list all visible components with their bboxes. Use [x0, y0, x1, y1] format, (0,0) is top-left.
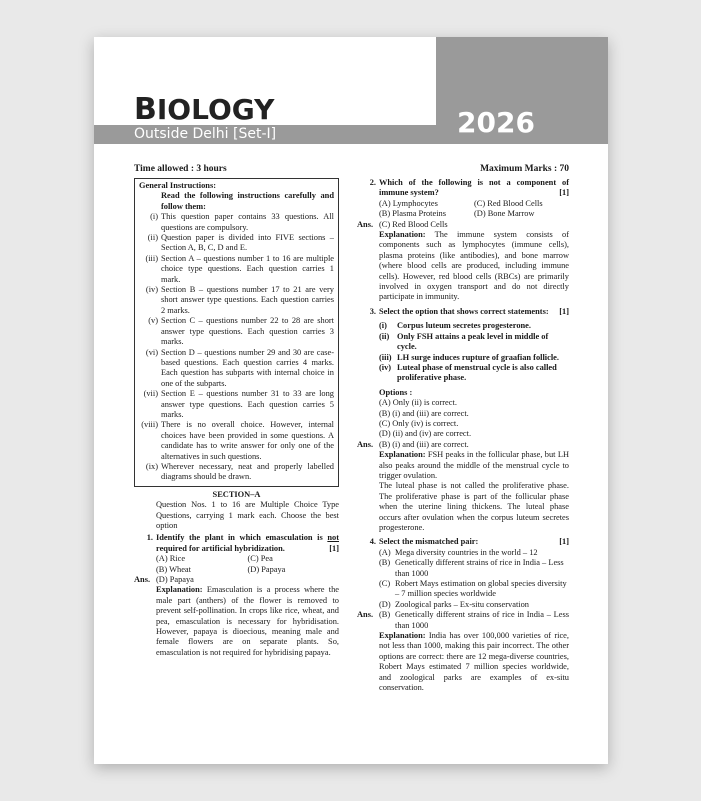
q3-explanation-2: The luteal phase is not called the proliferative phase. The proliferative phase is part of the follicular phase when the uterine lining thickens. The luteal phase occurs after ovulation when the corpus luteum secretes progesterone. [379, 481, 569, 532]
q3-answer: Ans. (B) (i) and (iii) are correct. [357, 439, 469, 449]
question-3: 3. Select the option that shows correct statements: [1] [369, 306, 569, 316]
instruction-item: (vi) Section D – questions number 29 and 30 are case-based questions. Each question carries 4 marks. Each question has subparts with internal choice in one of the subparts. [145, 347, 334, 388]
instructions-lead: Read the following instructions carefully and follow them: [161, 191, 334, 211]
q2-answer: Ans. (C) Red Blood Cells [357, 219, 448, 229]
book-page [94, 37, 608, 764]
time-allowed: Time allowed : 3 hours [134, 164, 227, 174]
q1-answer: Ans. (D) Papaya [134, 575, 194, 585]
q2-explanation: Explanation: The immune system consists of components such as lymphocytes (immune cells), plasma proteins (like antibodies), and bone marrow (where blood cells are produced, including immune cells). However, red blood cells (RBCs) are primarily involved in oxygen transport and do not directly participate in immunity. [379, 230, 569, 302]
instruction-item: (v) Section C – questions number 22 to 28 are short answer type questions. Each question carries 3 marks. [148, 316, 334, 347]
question-1: 1. Identify the plant in which emasculation is not required for artificial hybridization. [1] [146, 533, 339, 553]
q4-option: (C) Robert Mays estimation on global species diversity – 7 million species worldwide [379, 579, 567, 599]
q3-statement: (iv) Luteal phase of menstrual cycle is also called proliferative phase. [379, 362, 557, 383]
question-2: 2. Which of the following is not a component of immune system? [1] [369, 178, 569, 198]
instruction-item: (ii) Question paper is divided into FIVE sections – Section A, B, C, D and E. [147, 233, 334, 253]
q4-answer: Ans. (B) Genetically different strains of rice in India – Less than 1000 [357, 610, 569, 630]
q3-statement: (i) Corpus luteum secretes progesterone. [379, 321, 531, 331]
set-label: Outside Delhi [Set-I] [134, 126, 277, 142]
right-column [357, 178, 569, 694]
section-a-intro: Question Nos. 1 to 16 are Multiple Choice Type Questions, carrying 1 mark each. Choose the best option [156, 500, 339, 530]
q4-option: (B) Genetically different strains of rice in India – Less than 1000 [379, 558, 564, 578]
instruction-item: (i) This question paper contains 33 questions. All questions are compulsory. [150, 212, 334, 232]
instructions-list [139, 212, 334, 483]
instruction-item: (vii) Section E – questions number 31 to 33 are long answer type questions. Each question carries 5 marks. [143, 389, 334, 419]
q1-explanation: Explanation: Emasculation is a process where the male part (anthers) of the flower is removed to prevent self-pollination. In crops like rice, wheat, and pea, emasculation is necessary for hybridisation. However, papaya is dioecious, meaning male and female flowers are on separate plants. So, emasculation is not required for hybridising papaya. [156, 585, 339, 657]
instruction-item: (iv) Section B – questions number 17 to 21 are very short answer type questions. Each question carries 2 marks. [145, 285, 334, 315]
left-column [134, 178, 339, 658]
question-4: 4. Select the mismatched pair: [1] [369, 537, 569, 547]
q3-options-label: Options : [379, 387, 413, 397]
q1-options: (A) Rice (C) Pea (B) Wheat (D) Papaya [156, 554, 286, 574]
q3-statement: (iii) LH surge induces rupture of graafian follicle. [379, 352, 559, 362]
q3-options: (A) Only (ii) is correct. (B) (i) and (iii) are correct. (C) Only (iv) is correct. (D) (ii) and (iv) are correct. [379, 398, 472, 439]
exam-year: 2026 [457, 106, 535, 139]
q3-explanation: Explanation: FSH peaks in the follicular phase, but LH also peaks around the middle of the menstrual cycle to trigger ovulation. [379, 450, 569, 480]
q4-explanation: Explanation: India has over 100,000 varieties of rice, not less than 1000, making this pair incorrect. The other options are correct: there are 12 mega-diverse countries, Robert Mays estimated 7 million species worldwide, and zoological parks are examples of ex-situ conservation. [379, 631, 569, 693]
q4-option: (D) Zoological parks – Ex-situ conservation [379, 599, 529, 609]
instruction-item: (iii) Section A – questions number 1 to 16 are multiple choice type questions. Each question carries 1 mark. [145, 253, 334, 284]
maximum-marks: Maximum Marks : 70 [480, 164, 569, 174]
q4-options [357, 548, 569, 610]
q2-options: (A) Lymphocytes (C) Red Blood Cells (B) Plasma Proteins (D) Bone Marrow [379, 198, 543, 219]
q3-statements [357, 321, 569, 383]
general-instructions-box [134, 178, 339, 487]
instruction-item: (ix) Wherever necessary, neat and properly labelled diagrams should be drawn. [145, 461, 334, 482]
section-a-title: SECTION–A [212, 489, 261, 499]
q4-option: (A) Mega diversity countries in the world – 12 [379, 547, 538, 557]
instruction-item: (viii) There is no overall choice. However, internal choices have been provided in some questions. A candidate has to write answer for only one of the alternatives in such questions. [141, 420, 334, 461]
instructions-title: General Instructions: [139, 181, 216, 190]
q3-statement: (ii) Only FSH attains a peak level in middle of cycle. [379, 331, 549, 352]
subject-title: BIOLOGY [134, 92, 275, 127]
